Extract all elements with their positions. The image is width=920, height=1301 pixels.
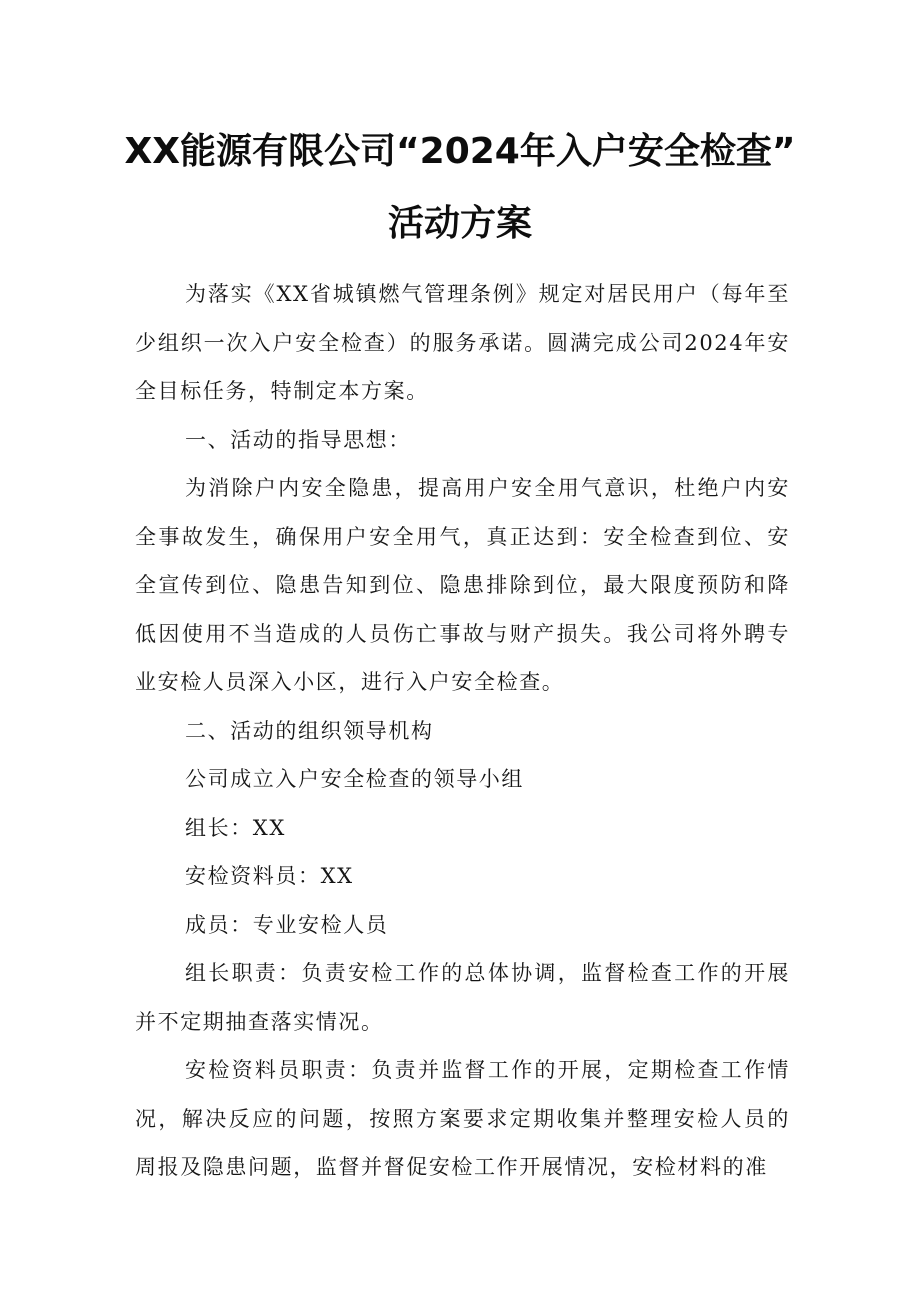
paragraph-members: 成员：专业安检人员	[185, 912, 389, 937]
document-body	[135, 270, 790, 1192]
document-title-line2: 活动方案	[387, 203, 532, 244]
paragraph-intro: 为落实《XX省城镇燃气管理条例》规定对居民用户（每年至少组织一次入户安全检查）的服务承诺。圆满完成公司2024年安全目标任务，特制定本方案。	[135, 282, 790, 403]
paragraph-guiding-thought: 为消除户内安全隐患，提高用户安全用气意识，杜绝户内安全事故发生，确保用户安全用气，真正达到：安全检查到位、安全宣传到位、隐患告知到位、隐患排除到位，最大限度预防和降低因使用不当造成的人员伤亡事故与财产损失。我公司将外聘专业安检人员深入小区，进行入户安全检查。	[135, 476, 790, 694]
paragraph-data-clerk: 安检资料员：XX	[185, 864, 354, 888]
section-heading-organization: 二、活动的组织领导机构	[185, 718, 434, 743]
paragraph-group-leader: 组长：XX	[185, 815, 286, 840]
document-title-line1: XX能源有限公司“2024年入户安全检查”	[124, 131, 796, 172]
section-heading-guiding-thought: 一、活动的指导思想：	[185, 427, 411, 452]
paragraph-leadership-group: 公司成立入户安全检查的领导小组	[185, 767, 524, 791]
paragraph-clerk-duties: 安检资料员职责：负责并监督工作的开展，定期检查工作情况，解决反应的问题，按照方案要求定期收集并整理安检人员的周报及隐患问题，监督并督促安检工作开展情况，安检材料的准	[135, 1058, 790, 1179]
paragraph-leader-duties: 组长职责：负责安检工作的总体协调，监督检查工作的开展并不定期抽查落实情况。	[135, 961, 790, 1034]
